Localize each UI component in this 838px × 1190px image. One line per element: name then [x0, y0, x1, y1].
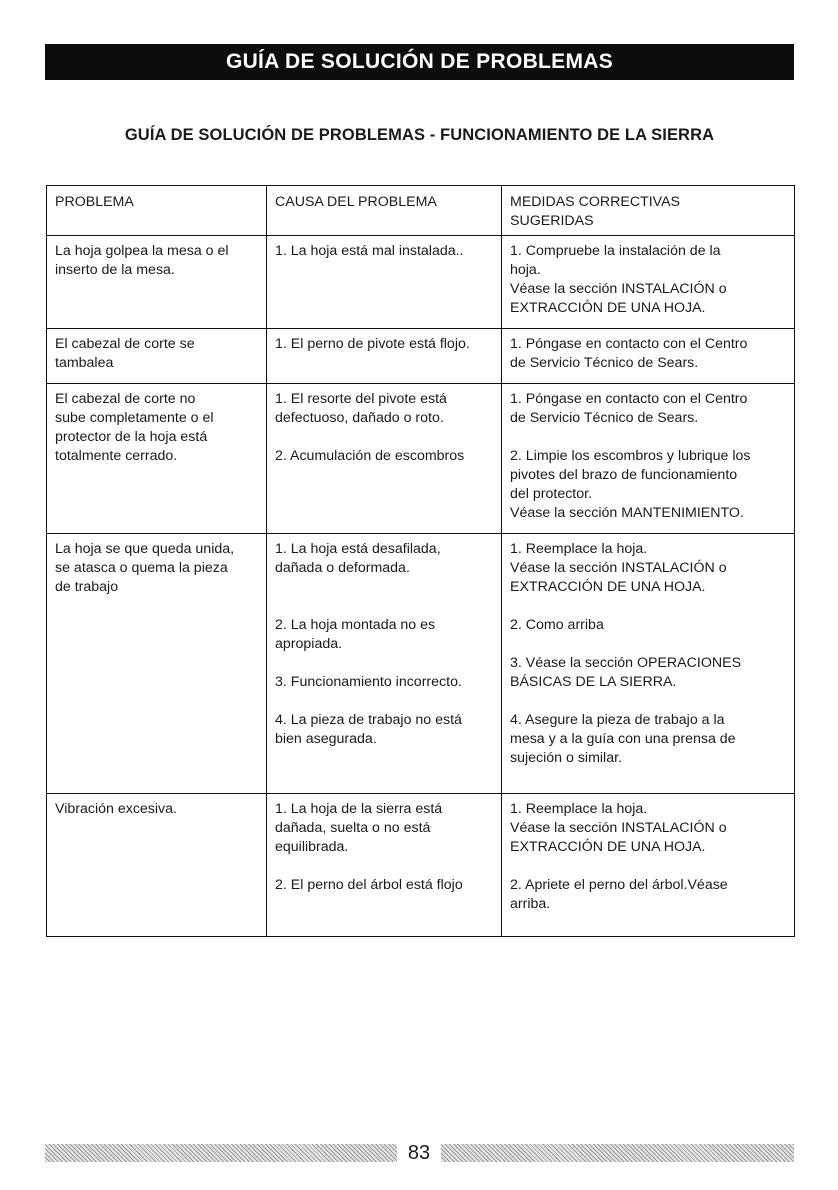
text-line: BÁSICAS DE LA SIERRA. [510, 674, 677, 690]
text-line: 1. La hoja está desafilada, [275, 541, 441, 557]
cause-cell [267, 794, 502, 937]
remedy-item [510, 335, 790, 373]
cause-cell [267, 534, 502, 794]
text-line: 1. Reemplace la hoja. [510, 541, 648, 557]
text-line: EXTRACCIÓN DE UNA HOJA. [510, 300, 706, 316]
remedy-cell [502, 534, 795, 794]
remedy-item [510, 711, 790, 768]
cause-item [275, 673, 497, 692]
remedy-item [510, 654, 790, 692]
problem-cell [47, 794, 267, 937]
text-line: de Servicio Técnico de Sears. [510, 410, 699, 426]
text-line: 1. Póngase en contacto con el Centro [510, 391, 748, 407]
remedy-item [510, 876, 790, 914]
cause-item [275, 616, 497, 654]
cause-item [275, 800, 497, 857]
table-header-row [47, 186, 795, 236]
remedy-item [510, 800, 790, 857]
text-line: Véase la sección MANTENIMIENTO. [510, 505, 744, 521]
text-line: de Servicio Técnico de Sears. [510, 355, 699, 371]
header-problem [47, 186, 267, 236]
remedy-cell [502, 236, 795, 329]
header-cause [267, 186, 502, 236]
problem-cell [47, 236, 267, 329]
text-line: 2. Como arriba [510, 617, 604, 633]
page-number: 83 [407, 1142, 431, 1164]
text-line: bien asegurada. [275, 731, 377, 747]
remedy-item [510, 242, 790, 318]
page-banner [45, 44, 794, 80]
text-line: protector de la hoja está [55, 429, 208, 445]
text-line: EXTRACCIÓN DE UNA HOJA. [510, 839, 706, 855]
text-line: Véase la sección INSTALACIÓN o [510, 281, 727, 297]
text-line: apropiada. [275, 636, 343, 652]
header-remedy [502, 186, 795, 236]
remedy-item [510, 390, 790, 428]
footer-pattern-left [45, 1144, 397, 1162]
table-row [47, 236, 795, 329]
table-row [47, 534, 795, 794]
text-line: 3. Funcionamiento incorrecto. [275, 674, 462, 690]
remedy-cell [502, 794, 795, 937]
text-line: 1. Póngase en contacto con el Centro [510, 336, 748, 352]
text-line: 2. Limpie los escombros y lubrique los [510, 448, 751, 464]
section-title: GUÍA DE SOLUCIÓN DE PROBLEMAS - FUNCIONAMIENTO DE LA SIERRA [124, 126, 715, 144]
text-line: Véase la sección INSTALACIÓN o [510, 820, 727, 836]
text-line: Véase la sección INSTALACIÓN o [510, 560, 727, 576]
cause-item [275, 335, 497, 354]
cause-item [275, 540, 497, 578]
text-line: de trabajo [55, 579, 119, 595]
text-line: hoja. [510, 262, 541, 278]
troubleshooting-table [46, 185, 795, 937]
table-row [47, 794, 795, 937]
text-line: equilibrada. [275, 839, 349, 855]
text-line: mesa y a la guía con una prensa de [510, 731, 736, 747]
text-line: totalmente cerrado. [55, 448, 178, 464]
header-line: MEDIDAS CORRECTIVAS [510, 194, 681, 210]
cause-item [275, 242, 497, 261]
text-line: inserto de la mesa. [55, 262, 175, 278]
text-line: tambalea [55, 355, 114, 371]
remedy-item [510, 540, 790, 597]
text-line: El cabezal de corte se [55, 336, 195, 352]
text-line: La hoja golpea la mesa o el [55, 243, 229, 259]
text-line: 2. Acumulación de escombros [275, 448, 465, 464]
text-line: El cabezal de corte no [55, 391, 196, 407]
header-line: CAUSA DEL PROBLEMA [275, 194, 437, 210]
text-line: se atasca o quema la pieza [55, 560, 228, 576]
text-line: defectuoso, dañado o roto. [275, 410, 444, 426]
cause-item [275, 711, 497, 749]
table-row [47, 329, 795, 384]
text-line: Vibración excesiva. [55, 801, 177, 817]
remedy-item [510, 616, 790, 635]
text-line: sube completamente o el [55, 410, 214, 426]
text-line: 1. El resorte del pivote está [275, 391, 447, 407]
header-line: SUGERIDAS [510, 213, 594, 229]
text-line: 2. El perno del árbol está flojo [275, 877, 463, 893]
text-line: 4. Asegure la pieza de trabajo a la [510, 712, 725, 728]
text-line: 1. El perno de pivote está flojo. [275, 336, 470, 352]
cause-item [275, 390, 497, 428]
text-line: pivotes del brazo de funcionamiento [510, 467, 738, 483]
cause-cell [267, 384, 502, 534]
remedy-cell [502, 384, 795, 534]
text-line: dañada, suelta o no está [275, 820, 431, 836]
text-line: 2. La hoja montada no es [275, 617, 436, 633]
header-line: PROBLEMA [55, 194, 134, 210]
text-line: arriba. [510, 896, 551, 912]
cause-item [275, 447, 497, 466]
problem-cell [47, 329, 267, 384]
remedy-cell [502, 329, 795, 384]
table-row [47, 384, 795, 534]
text-line: 3. Véase la sección OPERACIONES [510, 655, 742, 671]
text-line: EXTRACCIÓN DE UNA HOJA. [510, 579, 706, 595]
text-line: La hoja se que queda unida, [55, 541, 235, 557]
cause-cell [267, 236, 502, 329]
text-line: dañada o deformada. [275, 560, 410, 576]
page-footer [45, 1141, 794, 1165]
remedy-item [510, 447, 790, 523]
text-line: 1. Reemplace la hoja. [510, 801, 648, 817]
footer-pattern-right [441, 1144, 794, 1162]
text-line: 4. La pieza de trabajo no está [275, 712, 462, 728]
text-line: 1. La hoja está mal instalada.. [275, 243, 464, 259]
text-line: sujeción o similar. [510, 750, 622, 766]
cause-item [275, 876, 497, 895]
cause-cell [267, 329, 502, 384]
text-line: del protector. [510, 486, 593, 502]
problem-cell [47, 384, 267, 534]
text-line: 1. Compruebe la instalación de la [510, 243, 721, 259]
text-line: 2. Apriete el perno del árbol.Véase [510, 877, 728, 893]
problem-cell [47, 534, 267, 794]
text-line: 1. La hoja de la sierra está [275, 801, 443, 817]
banner-title: GUÍA DE SOLUCIÓN DE PROBLEMAS [225, 50, 614, 73]
